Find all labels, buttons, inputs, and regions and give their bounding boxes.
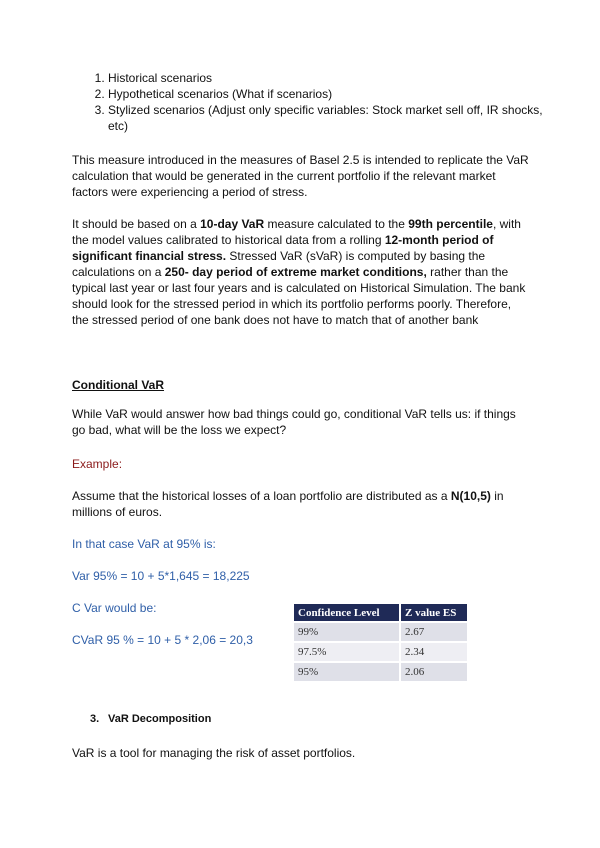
list-item: 2. Hypothetical scenarios (What if scenarios) (108, 86, 558, 102)
section-heading (90, 713, 211, 725)
table-cell: 2.67 (400, 622, 467, 642)
table-header: Z value ES (400, 604, 467, 622)
example-label: Example: (72, 457, 123, 471)
cvar-intro: C Var would be: (72, 601, 157, 615)
var-intro: In that case VaR at 95% is: (72, 537, 216, 551)
table-cell: 95% (294, 662, 400, 681)
section-number: 3. (90, 713, 100, 725)
table-header: Confidence Level (294, 604, 400, 622)
list-item: 1. Historical scenarios (108, 70, 558, 86)
table-row (294, 642, 467, 662)
table-cell: 2.06 (400, 662, 467, 681)
decomposition-paragraph: VaR is a tool for managing the risk of asset portfolios. (72, 746, 356, 760)
table-header-row (294, 604, 467, 622)
table-row (294, 662, 467, 681)
cvar-paragraph: While VaR would answer how bad things could go, conditional VaR tells us: if things go bad, what will be the loss we expect? (72, 407, 516, 437)
assume-paragraph: Assume that the historical losses of a loan portfolio are distributed as a N(10,5) in millions of euros. (72, 489, 504, 519)
table-cell: 99% (294, 622, 400, 642)
table-cell: 97.5% (294, 642, 400, 662)
section-title: VaR Decomposition (108, 713, 212, 725)
table-cell: 2.34 (400, 642, 467, 662)
basel-paragraph: This measure introduced in the measures of Basel 2.5 is intended to replicate the VaR calculation that would be generated in the current portfolio if the relevant market factors were experiencing a period of stress. (72, 153, 529, 199)
table-row (294, 622, 467, 642)
svar-paragraph: It should be based on a 10-day VaR measure calculated to the 99th percentile, with the model values calibrated to historical data from a rolling 12-month period of significant financial stress. Stressed VaR (sVaR) is computed by basing the calculations on a 250- day period of extreme market conditions, rather than the typical last year or last four years and is calculated on Historical Simulation. The bank should look for the stressed period in which its portfolio performs poorly. Therefore, the stressed period of one bank does not have to match that of another bank (72, 217, 526, 327)
cvar-heading: Conditional VaR (72, 378, 165, 392)
es-z-value-table (294, 604, 467, 681)
cvar-formula: CVaR 95 % = 10 + 5 * 2,06 = 20,3 (72, 633, 253, 647)
scenarios-list (72, 70, 558, 134)
var-formula: Var 95% = 10 + 5*1,645 = 18,225 (72, 569, 250, 583)
list-item: 3. Stylized scenarios (Adjust only specific variables: Stock market sell off, IR shocks, etc) (108, 102, 558, 134)
